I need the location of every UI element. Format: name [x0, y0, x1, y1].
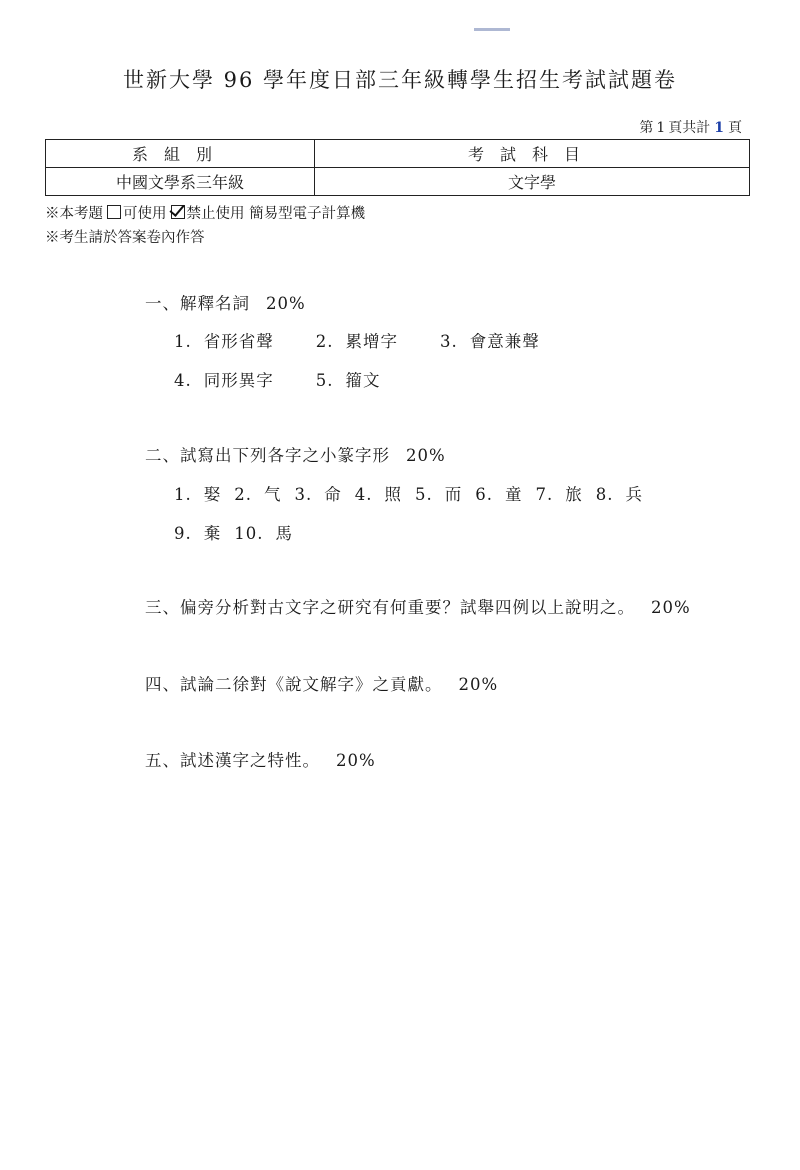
page-mid: 頁共計 [668, 120, 711, 136]
header-table [45, 139, 750, 196]
page-prefix: 第 [639, 120, 654, 136]
calculator-note [45, 202, 365, 226]
page-count [639, 117, 742, 137]
question-5 [145, 747, 376, 771]
list-item: 1. 娶 [174, 485, 222, 504]
list-item: 5. 籀文 [315, 371, 381, 390]
list-item: 4. 同形異字 [174, 371, 274, 390]
question-text: 五、試述漢字之特性。 [145, 751, 320, 770]
question-3 [145, 594, 691, 618]
question-score: 20% [406, 446, 446, 465]
subject-value: 文字學 [315, 168, 750, 196]
list-item: 3. 會意兼聲 [440, 332, 540, 351]
list-item: 6. 童 [475, 485, 523, 504]
department-header: 系組別 [46, 140, 315, 168]
forbidden-checkbox[interactable] [171, 205, 185, 219]
question-score: 20% [336, 751, 376, 770]
question-text: 三、偏旁分析對古文字之研究有何重要？試舉四例以上說明之。 [145, 598, 635, 617]
question-score: 20% [458, 675, 499, 694]
forbidden-label: 禁止使用 [186, 206, 245, 222]
question-text: 四、試論二徐對《說文解字》之貢獻。 [145, 675, 443, 694]
subject-header: 考試科目 [315, 140, 750, 168]
exam-title: 世新大學 96 學年度日部三年級轉學生招生考試試題卷 [122, 68, 678, 92]
allowed-label: 可使用 [123, 206, 167, 222]
calculator-prefix: ※本考題 [45, 206, 103, 222]
scan-mark [474, 28, 510, 31]
list-item: 8. 兵 [595, 485, 643, 504]
page-total: 1 [714, 120, 724, 136]
question-1 [145, 290, 306, 314]
question-4 [145, 671, 498, 695]
list-item: 7. 旅 [535, 485, 583, 504]
exam-notes [45, 202, 365, 250]
list-item: 1. 省形省聲 [174, 332, 274, 351]
list-item: 9. 棄 [174, 524, 222, 543]
question-2 [145, 442, 446, 466]
allowed-checkbox[interactable] [107, 205, 121, 219]
calculator-suffix: 簡易型電子計算機 [249, 206, 366, 222]
question-1-items-row-2 [174, 367, 423, 391]
list-item: 2. 累增字 [315, 332, 398, 351]
list-item: 5. 而 [415, 485, 463, 504]
list-item: 2. 气 [234, 485, 282, 504]
list-item: 4. 照 [354, 485, 402, 504]
page-number: 1 [656, 120, 666, 136]
question-1-items-row-1 [174, 328, 582, 352]
question-text: 一、解釋名詞 [145, 294, 250, 313]
list-item: 10. 馬 [234, 524, 293, 543]
department-value: 中國文學系三年級 [46, 168, 315, 196]
list-item: 3. 命 [294, 485, 342, 504]
question-score: 20% [651, 598, 691, 617]
question-score: 20% [266, 294, 306, 313]
question-2-items-row-1 [174, 481, 656, 505]
answer-note: ※考生請於答案卷內作答 [45, 230, 205, 246]
question-2-items-row-2 [174, 520, 306, 544]
page-suffix: 頁 [728, 120, 742, 136]
question-text: 二、試寫出下列各字之小篆字形 [145, 446, 390, 465]
